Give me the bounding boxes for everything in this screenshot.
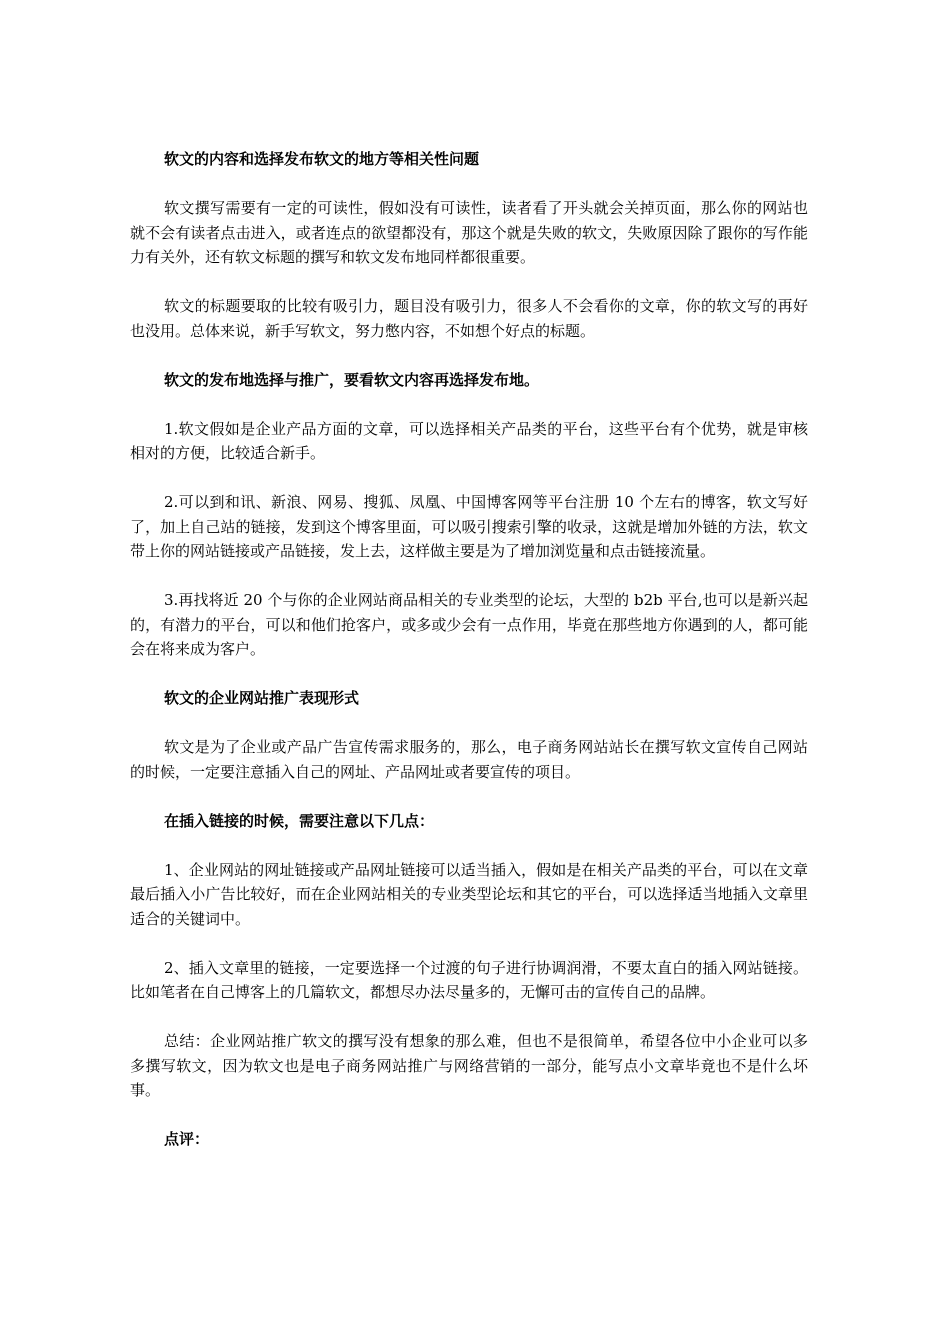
document-body	[130, 147, 808, 1176]
section-heading: 软文的内容和选择发布软文的地方等相关性问题	[164, 150, 480, 168]
body-paragraph: 软文撰写需要有一定的可读性，假如没有可读性，读者看了开头就会关掉页面，那么你的网站也就不会有读者点击进入，或者连点的欲望都没有，那这个就是失败的软文，失败原因除了跟你的写作能力有关外，还有软文标题的撰写和软文发布地同样都很重要。	[130, 199, 808, 266]
section-heading: 在插入链接的时候，需要注意以下几点：	[164, 811, 435, 830]
comment-heading: 点评：	[164, 1130, 210, 1148]
list-item-paragraph: 2、插入文章里的链接，一定要选择一个过渡的句子进行协调润滑，不要太直白的插入网站链接。比如笔者在自己博客上的几篇软文，都想尽办法尽量多的，无懈可击的宣传自己的品牌。	[130, 958, 808, 1001]
summary-paragraph: 总结：企业网站推广软文的撰写没有想象的那么难，但也不是很简单，希望各位中小企业可以多多撰写软文，因为软文也是电子商务网站推广与网络营销的一部分，能写点小文章毕竟也不是什么坏事。	[130, 1032, 808, 1099]
list-item-paragraph: 1、企业网站的网址链接或产品网址链接可以适当插入，假如是在相关产品类的平台，可以在文章最后插入小广告比较好，而在企业网站相关的专业类型论坛和其它的平台，可以选择适当地插入文章里适合的关键词中。	[130, 860, 808, 928]
list-item-paragraph: 1.软文假如是企业产品方面的文章，可以选择相关产品类的平台，这些平台有个优势，就是审核相对的方便，比较适合新手。	[130, 419, 808, 462]
section-heading: 软文的发布地选择与推广，要看软文内容再选择发布地。	[164, 370, 540, 389]
body-paragraph: 软文是为了企业或产品广告宣传需求服务的，那么，电子商务网站站长在撰写软文宣传自己网站的时候，一定要注意插入自己的网址、产品网址或者要宣传的项目。	[130, 738, 808, 781]
body-paragraph: 软文的标题要取的比较有吸引力，题目没有吸引力，很多人不会看你的文章，你的软文写的再好也没用。总体来说，新手写软文，努力憋内容，不如想个好点的标题。	[130, 297, 808, 340]
list-item-paragraph: 3.再找将近 20 个与你的企业网站商品相关的专业类型的论坛，大型的 b2b 平台,也可以是新兴起的，有潜力的平台，可以和他们抢客户，或多或少会有一点作用，毕竟在那些地方你遇到的人，都可能会在将来成为客户。	[130, 591, 808, 658]
section-heading: 软文的企业网站推广表现形式	[164, 689, 360, 707]
list-item-paragraph: 2.可以到和讯、新浪、网易、搜狐、凤凰、中国博客网等平台注册 10 个左右的博客，软文写好了，加上自己站的链接，发到这个博客里面，可以吸引搜索引擎的收录，这就是增加外链的方法，软文带上你的网站链接或产品链接，发上去，这样做主要是为了增加浏览量和点击链接流量。	[130, 493, 808, 560]
